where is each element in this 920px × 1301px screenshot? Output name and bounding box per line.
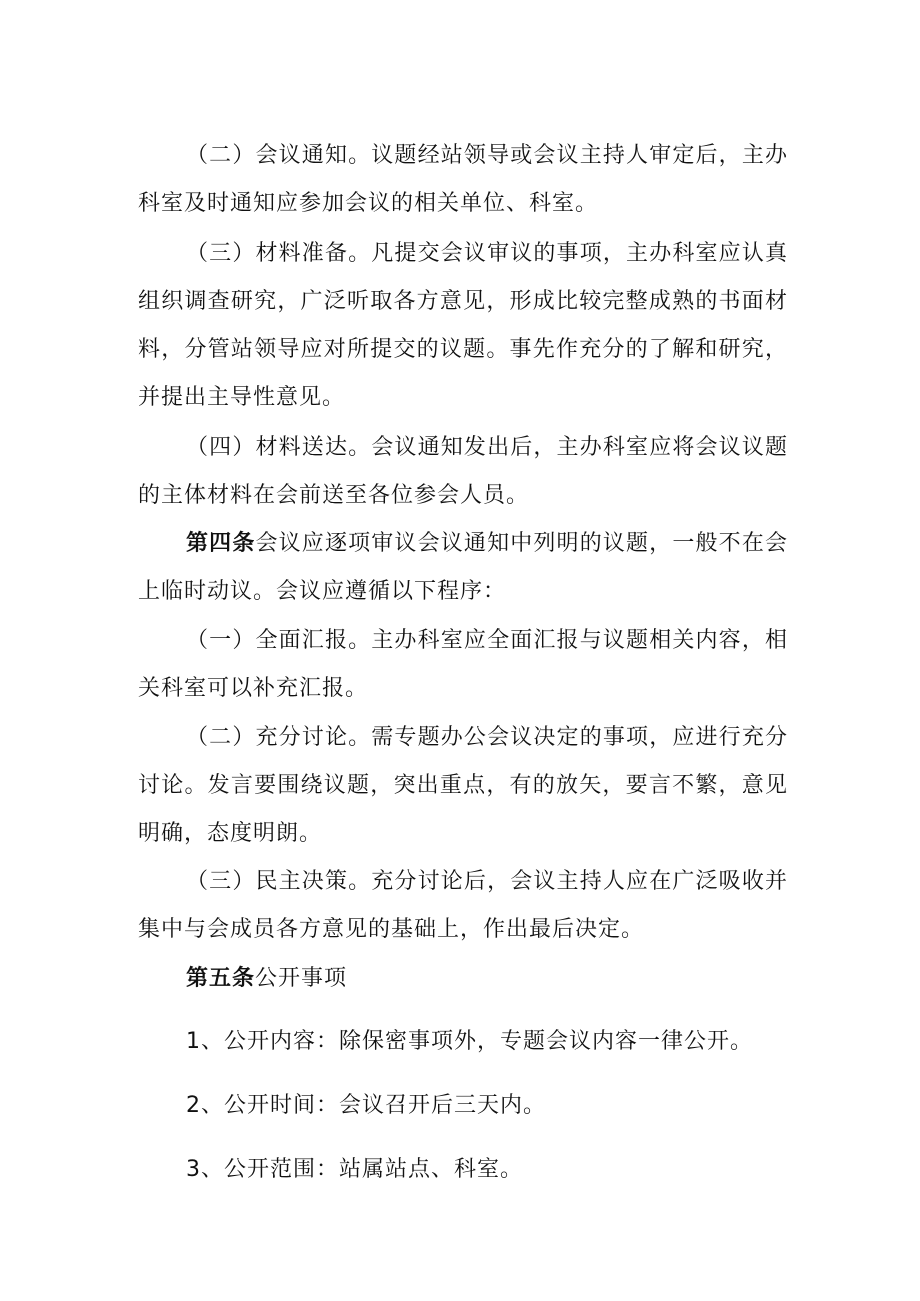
list-number: 1 xyxy=(186,1029,201,1054)
article-four-text: 会议应逐项审议会议通知中列明的议题，一般不在会上临时动议。会议应遵循以下程序： xyxy=(138,531,788,604)
list-text: 、公开内容：除保密事项外，专题会议内容一律公开。 xyxy=(201,1029,754,1054)
list-item-public-content xyxy=(186,1018,753,1066)
paragraph-material-delivery: （四）材料送达。会议通知发出后，主办科室应将会议议题的主体材料在会前送至各位参会人员。 xyxy=(138,435,788,508)
paragraph-full-discussion: （二）充分讨论。需专题办公会议决定的事项，应进行充分讨论。发言要围绕议题，突出重点，有的放矢，要言不繁，意见明确，态度明朗。 xyxy=(138,725,788,846)
paragraph-democratic-decision: （三）民主决策。充分讨论后，会议主持人应在广泛吸收并集中与会成员各方意见的基础上，作出最后决定。 xyxy=(138,869,788,942)
list-number: 2 xyxy=(186,1093,201,1118)
list-item-public-time xyxy=(186,1082,546,1130)
list-item-public-scope xyxy=(186,1146,523,1194)
paragraph-full-report: （一）全面汇报。主办科室应全面汇报与议题相关内容，相关科室可以补充汇报。 xyxy=(138,628,788,701)
article-four-paragraph xyxy=(138,520,788,616)
list-text: 、公开时间：会议召开后三天内。 xyxy=(201,1093,547,1118)
list-number: 3 xyxy=(186,1157,201,1182)
article-five-label: 第五条 xyxy=(186,966,256,991)
list-text: 、公开范围：站属站点、科室。 xyxy=(201,1157,524,1182)
paragraph-material-preparation: （三）材料准备。凡提交会议审议的事项，主办科室应认真组织调查研究，广泛听取各方意见，形成比较完整成熟的书面材料，分管站领导应对所提交的议题。事先作充分的了解和研究，并提出主导性意见。 xyxy=(138,241,788,410)
article-five-paragraph xyxy=(138,955,788,1003)
article-five-text: 公开事项 xyxy=(255,966,348,991)
article-four-label: 第四条 xyxy=(186,531,256,556)
paragraph-meeting-notice: （二）会议通知。议题经站领导或会议主持人审定后，主办科室及时通知应参加会议的相关单位、科室。 xyxy=(138,143,788,216)
